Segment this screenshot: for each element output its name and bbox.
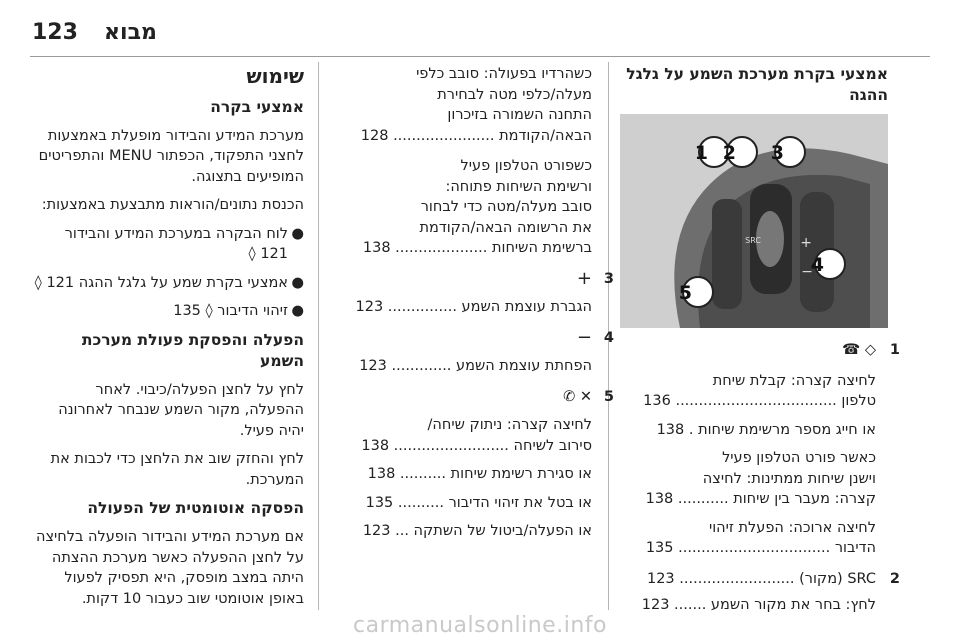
page-section-title: מבוא (104, 20, 157, 45)
item-line: SRC (מקור) ......................... 123 (646, 570, 876, 587)
bullet-text: זיהוי הדיבור ◊ 135 (173, 303, 288, 319)
item-line: הפחתת עוצמת השמע ............. 123 (359, 358, 592, 374)
text-line: הבאה/הקודמת ...................... 128 (360, 127, 592, 144)
paragraph: לחץ על לחצן הפעלה/כיבוי. לאחר ההפעלה, מקור השמע שנבחר לאחרונה יהיה פעיל. (58, 381, 304, 439)
header-rule (30, 56, 930, 57)
paragraph: הכנסת נתונים/הוראות מתבצעת באמצעות: (41, 197, 304, 213)
paragraph: אם מערכת המידע והבידור הופעלה בלחיצה על לחצן ההפעלה כאשר מערכת ההצתה היתה במצב מופסק, היא תפסיק לפעול באופן אוטומטי שוב כעבור 10 דקות. (35, 529, 304, 607)
control-item-3 (330, 267, 614, 318)
subheading-power: הפעלה והפסקת פעולת מערכת השמע (81, 330, 304, 370)
item-line: סירוב לשיחה ......................... 138 (361, 437, 592, 454)
control-item-1 (620, 340, 900, 559)
watermark: carmanualsonline.info (353, 613, 607, 638)
item-number: 5 (603, 388, 614, 405)
page-number: 123 (32, 20, 78, 45)
text-line: מעלה/כלפי מטה לבחירת (437, 86, 592, 103)
text-line: כשהרדיו בפעולה: סובב כלפי (416, 66, 592, 82)
radio-block (330, 64, 592, 146)
item-line: או סגירת רשימת שיחות .......... 138 (367, 466, 592, 482)
plus-icon: + (576, 267, 592, 289)
steering-wheel-figure (620, 114, 888, 328)
paragraph: מערכת המידע והבידור מופעלת באמצעות לחצני התפקוד, הכפתור MENU והתפריטים המופיעים בתצוגה. (38, 127, 304, 185)
item-line: לחץ: בחר את מקור השמע ....... 123 (641, 597, 876, 613)
bullet-item: ● זיהוי הדיבור ◊ 135 (34, 301, 304, 322)
control-item-5 (330, 387, 614, 542)
phone-voice-icon: ◇ ☎ (842, 342, 876, 358)
svg-text:3: 3 (770, 142, 784, 164)
text-line: כשפורט הטלפון פעיל (460, 158, 592, 174)
item-number: 3 (603, 270, 614, 287)
item-line: או חייג מספר מרשימת שיחות . 138 (656, 421, 876, 438)
item-line: הדיבור ................................. 135 (645, 540, 876, 556)
bullet-text: לוח הבקרה במערכת המידע והבידור 121 ◊ (64, 225, 288, 262)
item-line: לחיצה ארוכה: הפעלת זיהוי (708, 519, 876, 536)
column-divider-left (318, 62, 319, 610)
item-line: טלפון ................................... 136 (643, 393, 876, 409)
svg-text:4: 4 (810, 254, 824, 276)
end-call-mute-icon: ✕ ✆ (563, 388, 592, 405)
item-line: לחיצה קצרה: ניתוק שיחה/ (427, 417, 592, 433)
subheading-controls: אמצעי בקרה (210, 97, 304, 116)
paragraph: לחץ והחזק שוב את הלחצן כדי לכבות את המערכת. (50, 451, 304, 488)
item-line: לחיצה קצרה: קבלת שיחת (712, 372, 876, 389)
item-number: 4 (603, 329, 614, 346)
text-line: ורשימת השיחות פתוחה: (445, 178, 592, 195)
control-item-2 (620, 569, 900, 616)
bullet-item: ● לוח הבקרה במערכת המידע והבידור 121 ◊ (34, 224, 304, 265)
left-column (34, 66, 304, 617)
section-heading-usage: שימוש (246, 64, 304, 88)
text-line: את הרשומה הבאה/הקודמת (419, 219, 592, 236)
item-line: כאשר פורט הטלפון פעיל (722, 450, 876, 466)
minus-icon: − (576, 326, 592, 348)
subheading-auto-off: הפסקה אוטומטית של הפעולה (87, 499, 304, 517)
svg-text:1: 1 (694, 142, 708, 164)
text-line: התחנה השמורה בזיכרון (447, 107, 592, 123)
item-line: או בטל את זיהוי הדיבור .......... 135 (365, 494, 592, 511)
svg-text:+: + (800, 235, 812, 251)
item-line: וישנן שיחות ממתינות: לחיצה (702, 470, 876, 487)
item-line: או הפעלה/ביטול של השתקה ... 123 (362, 523, 592, 539)
svg-text:5: 5 (678, 282, 692, 304)
text-line: ברשימת השיחות .................... 138 (362, 240, 592, 256)
svg-text:SRC: SRC (745, 236, 761, 245)
svg-text:−: − (801, 264, 813, 280)
item-number: 1 (889, 342, 900, 358)
middle-column (330, 64, 614, 552)
steering-controls-heading: אמצעי בקרת מערכת השמע על גלגל ההגה (626, 65, 888, 104)
bullet-text: אמצעי בקרת שמע על גלגל ההגה 121 ◊ (34, 274, 288, 291)
steering-wheel-drawing (620, 114, 888, 328)
svg-text:2: 2 (722, 142, 736, 164)
text-line: סובב מעלה/מטה כדי לבחור (420, 199, 592, 215)
item-number: 2 (889, 570, 900, 587)
item-line: הגברת עוצמת השמע ............... 123 (355, 299, 592, 315)
control-item-4 (330, 326, 614, 377)
right-column (620, 64, 900, 626)
item-line: קצרה: מעבר בין שיחות ........... 138 (645, 491, 876, 507)
bullet-item: ● אמצעי בקרת שמע על גלגל ההגה 121 ◊ (34, 273, 304, 294)
phone-block (330, 156, 592, 259)
